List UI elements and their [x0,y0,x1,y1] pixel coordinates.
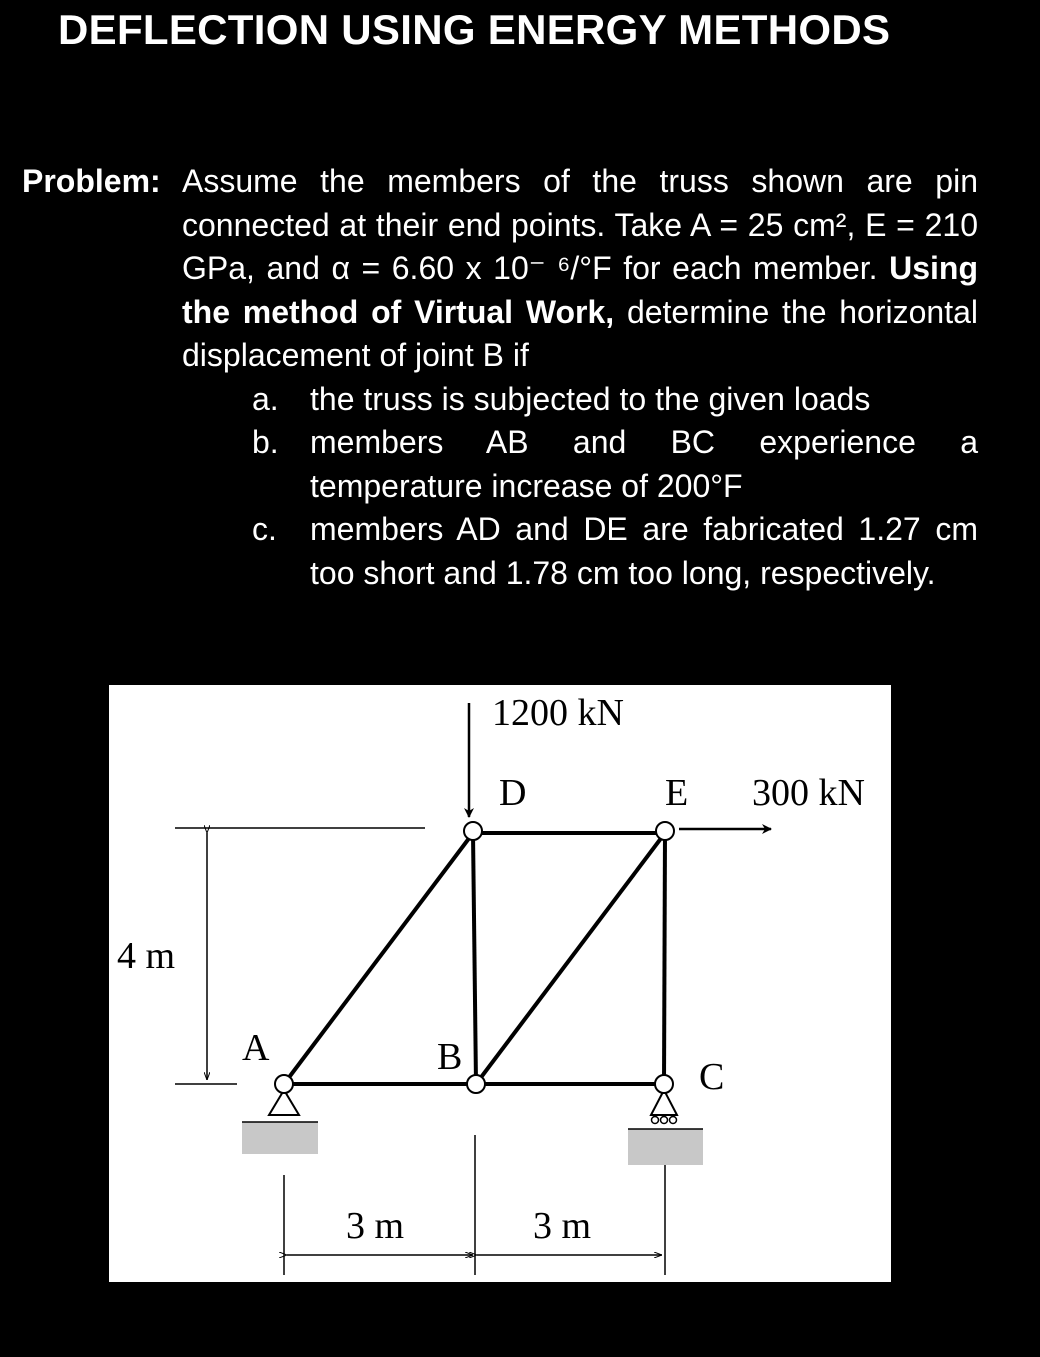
member-bd [473,833,476,1084]
problem-body [182,160,978,378]
label-height-dimension: 4 m [117,935,176,977]
item-text: members AD and DE are fabricated 1.27 cm too short and 1.78 cm too long, respectively. [310,511,978,591]
joint-b [467,1075,485,1093]
label-span-right: 3 m [533,1205,592,1247]
pin-support-a [242,1090,318,1154]
label-vertical-load: 1200 kN [492,692,624,734]
truss-members [284,833,665,1084]
problem-statement [22,160,978,595]
problem-intro: Assume the members of the truss shown are pin connected at their end points. Take A = 25 cm², E = 210 GPa, and α = 6.60 x 10⁻ ⁶/°F for each member. [182,163,978,286]
item-label: b. [252,424,279,460]
item-label: c. [252,511,277,547]
joint-d [464,822,482,840]
label-joint-c: C [699,1056,725,1098]
label-joint-a: A [242,1027,270,1069]
joint-e [656,822,674,840]
label-span-left: 3 m [346,1205,405,1247]
label-joint-d: D [499,772,527,814]
item-text: members AB and BC experience a temperature increase of 200°F [310,424,978,504]
problem-parts-list [252,378,978,596]
page-title: DEFLECTION USING ENERGY METHODS [58,6,891,53]
label-horizontal-load: 300 kN [752,772,865,814]
item-text: the truss is subjected to the given loads [310,380,871,417]
truss-diagram [109,685,891,1282]
joint-c [655,1075,673,1093]
member-ce [664,833,665,1084]
roller-support-c [628,1090,703,1165]
problem-lead: Problem: [22,163,161,199]
joint-a [275,1075,293,1093]
truss-figure [109,685,891,1282]
list-item [252,378,978,422]
label-joint-b: B [437,1036,463,1078]
label-joint-e: E [665,772,689,814]
list-item [252,508,978,595]
member-be [476,833,665,1084]
item-label: a. [252,380,279,417]
problem-method: Using the method of Virtual Work, [182,250,979,330]
list-item [252,421,978,508]
problem-intro-2: determine the horizontal displacement of joint B if [182,293,979,373]
